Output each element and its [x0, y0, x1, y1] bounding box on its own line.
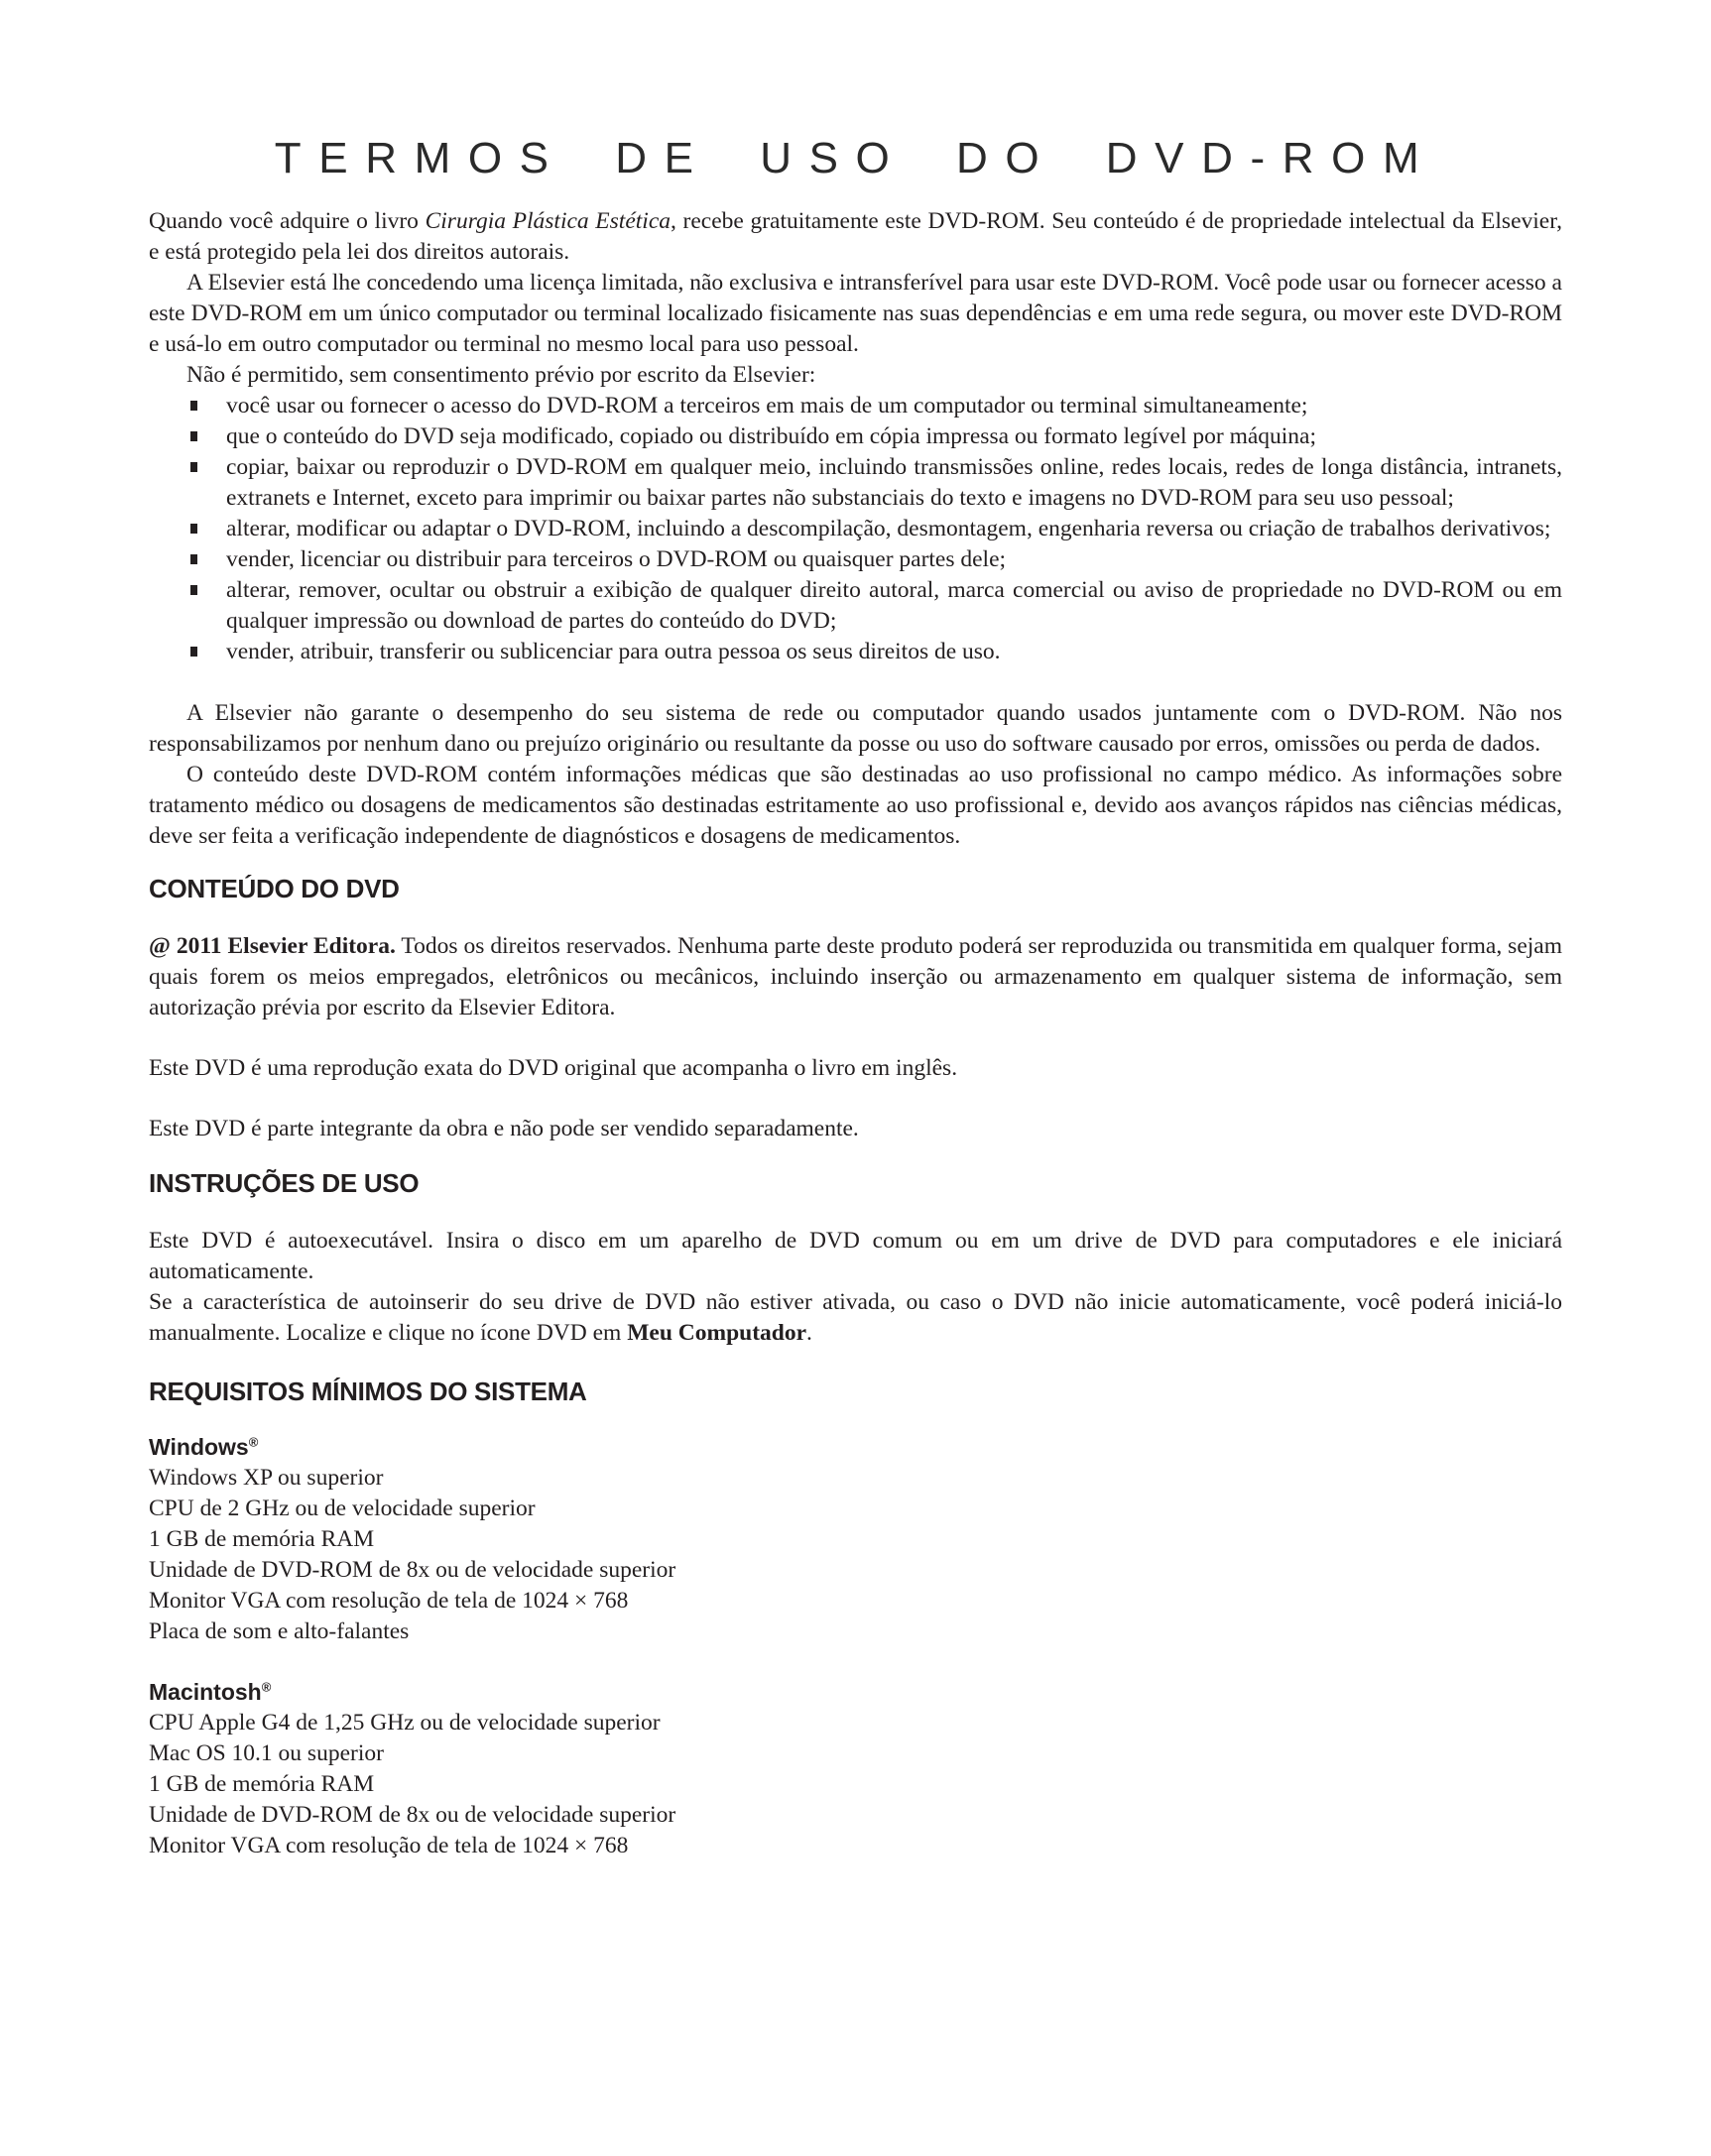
section-heading-instrucoes-de-uso: INSTRUÇÕES DE USO: [149, 1168, 420, 1198]
section-heading-requisitos-minimos: REQUISITOS MÍNIMOS DO SISTEMA: [149, 1377, 587, 1406]
macintosh-req-item: Monitor VGA com resolução de tela de 1024 × 768: [149, 1833, 629, 1858]
macintosh-label-text: Macintosh: [149, 1679, 262, 1705]
restriction-item: [149, 575, 1562, 637]
bullet-square-icon: [190, 554, 197, 564]
bullet-square-icon: [190, 524, 197, 534]
windows-req-item: Windows XP ou superior: [149, 1465, 384, 1491]
intro-p1-text-before: Quando você adquire o livro: [149, 208, 426, 234]
page-title: TERMOS DE USO DO DVD-ROM: [274, 134, 1437, 182]
macintosh-label: [149, 1677, 1562, 1708]
instrucoes-p2-text-after: .: [806, 1320, 812, 1346]
restriction-text: vender, licenciar ou distribuir para terceiros o DVD-ROM ou quaisquer partes dele;: [226, 546, 1007, 572]
registered-trademark-icon: ®: [248, 1434, 259, 1450]
windows-req-item: Placa de som e alto-falantes: [149, 1618, 410, 1644]
bullet-square-icon: [190, 585, 197, 595]
macintosh-req-item: 1 GB de memória RAM: [149, 1771, 375, 1797]
conteudo-paragraph-2: Este DVD é uma reprodução exata do DVD original que acompanha o livro em inglês.: [149, 1055, 958, 1081]
macintosh-req-item: CPU Apple G4 de 1,25 GHz ou de velocidade superior: [149, 1710, 661, 1736]
bullet-square-icon: [190, 462, 197, 472]
windows-requirements-block: [149, 1432, 1562, 1647]
restrictions-list: [149, 391, 1562, 667]
windows-req-item: CPU de 2 GHz ou de velocidade superior: [149, 1496, 536, 1521]
macintosh-requirements-block: [149, 1677, 1562, 1861]
windows-req-item: 1 GB de memória RAM: [149, 1526, 375, 1552]
bullet-square-icon: [190, 647, 197, 657]
macintosh-req-item: Unidade de DVD-ROM de 8x ou de velocidade superior: [149, 1802, 676, 1828]
restriction-text: vender, atribuir, transferir ou sublicenciar para outra pessoa os seus direitos de uso.: [226, 639, 1001, 664]
intro-p1-text-after: , recebe gratuitamente este DVD-ROM. Seu conteúdo é de propriedade intelectual da Elsevier, e está protegido pela lei dos direitos autorais.: [149, 208, 1562, 265]
restriction-item: [149, 637, 1562, 667]
instrucoes-p2-text-before: Se a característica de autoinserir do seu drive de DVD não estiver ativada, ou caso o DVD não inicie automaticamente, você poderá iniciá-lo manualmente. Localize e clique no ícone DVD em: [149, 1289, 1562, 1346]
intro-paragraph-3: Não é permitido, sem consentimento prévio por escrito da Elsevier:: [186, 362, 816, 388]
instrucoes-paragraph-2: [149, 1287, 1562, 1349]
copyright-rest-text: Todos os direitos reservados. Nenhuma parte deste produto poderá ser reproduzida ou transmitida em qualquer forma, sejam quais forem os meios empregados, eletrônicos ou mecânicos, incluindo inserção ou armazenamento em qualquer sistema de informação, sem autorização prévia por escrito da Elsevier Editora.: [149, 933, 1562, 1020]
instrucoes-paragraph-1: Este DVD é autoexecutável. Insira o disco em um aparelho de DVD comum ou em um drive de DVD para computadores e ele iniciará automaticamente.: [149, 1228, 1562, 1284]
macintosh-req-item: Mac OS 10.1 ou superior: [149, 1740, 384, 1766]
restriction-text: copiar, baixar ou reproduzir o DVD-ROM em qualquer meio, incluindo transmissões online, redes locais, redes de longa distância, intranets, extranets e Internet, exceto para imprimir ou baixar partes não substanciais do texto e imagens no DVD-ROM para seu uso pessoal;: [226, 454, 1562, 511]
disclaimer-paragraph-2: O conteúdo deste DVD-ROM contém informações médicas que são destinadas ao uso profissional no campo médico. As informações sobre tratamento médico ou dosagens de medicamentos são destinadas estritamente ao uso profissional e, devido aos avanços rápidos nas ciências médicas, deve ser feita a verificação independente de diagnósticos e dosagens de medicamentos.: [149, 762, 1562, 849]
restriction-item: [149, 514, 1562, 544]
windows-label-text: Windows: [149, 1434, 249, 1460]
intro-paragraph-1: [149, 206, 1562, 268]
bullet-square-icon: [190, 401, 197, 411]
windows-label: [149, 1432, 1562, 1463]
restriction-text: que o conteúdo do DVD seja modificado, copiado ou distribuído em cópia impressa ou formato legível por máquina;: [226, 423, 1317, 449]
registered-trademark-icon: ®: [261, 1679, 272, 1695]
section-heading-conteudo-do-dvd: CONTEÚDO DO DVD: [149, 874, 400, 903]
restriction-item: [149, 391, 1562, 421]
windows-req-item: Monitor VGA com resolução de tela de 1024 × 768: [149, 1588, 629, 1614]
meu-computador-bold: Meu Computador: [627, 1320, 807, 1346]
conteudo-paragraph-3: Este DVD é parte integrante da obra e não pode ser vendido separadamente.: [149, 1116, 859, 1141]
windows-req-item: Unidade de DVD-ROM de 8x ou de velocidade superior: [149, 1557, 676, 1583]
bullet-square-icon: [190, 431, 197, 441]
copyright-paragraph: [149, 931, 1562, 1023]
restriction-item: [149, 421, 1562, 452]
restriction-text: alterar, remover, ocultar ou obstruir a exibição de qualquer direito autoral, marca comercial ou aviso de propriedade no DVD-ROM ou em qualquer impressão ou download de partes do conteúdo do DVD;: [226, 577, 1562, 634]
book-title-italic: Cirurgia Plástica Estética: [425, 208, 671, 234]
restriction-item: [149, 452, 1562, 514]
restriction-text: você usar ou fornecer o acesso do DVD-ROM a terceiros em mais de um computador ou terminal simultaneamente;: [226, 393, 1308, 419]
intro-paragraph-2: A Elsevier está lhe concedendo uma licença limitada, não exclusiva e intransferível para usar este DVD-ROM. Você pode usar ou fornecer acesso a este DVD-ROM em um único computador ou terminal localizado fisicamente nas suas dependências e em uma rede segura, ou mover este DVD-ROM e usá-lo em outro computador ou terminal no mesmo local para uso pessoal.: [149, 270, 1562, 357]
restriction-text: alterar, modificar ou adaptar o DVD-ROM, incluindo a descompilação, desmontagem, engenharia reversa ou criação de trabalhos derivativos;: [226, 516, 1551, 541]
copyright-bold-text: @ 2011 Elsevier Editora.: [149, 933, 396, 959]
restriction-item: [149, 544, 1562, 575]
disclaimer-paragraph-1: A Elsevier não garante o desempenho do seu sistema de rede ou computador quando usados juntamente com o DVD-ROM. Não nos responsabilizamos por nenhum dano ou prejuízo originário ou resultante da posse ou uso do software causado por erros, omissões ou perda de dados.: [149, 700, 1562, 757]
